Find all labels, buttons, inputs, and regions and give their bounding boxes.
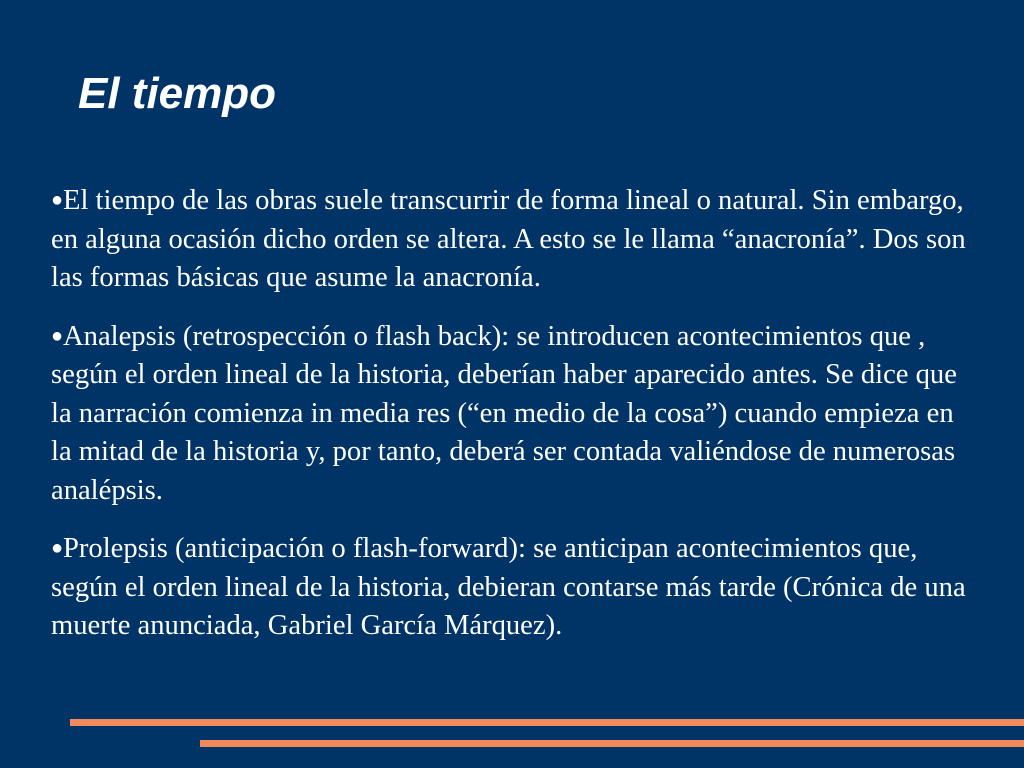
bullet-text: El tiempo de las obras suele transcurrir de forma lineal o natural. Sin embargo, en alguna ocasión dicho orden se altera. A esto se le llama “anacronía”. Dos son las formas básicas que asume la anacronía.: [51, 185, 966, 293]
slide-title: El tiempo: [78, 69, 277, 118]
bullet-icon: ●: [51, 189, 64, 211]
bullet-text: Analepsis (retrospección o flash back): se introducen acontecimientos que , según el orden lineal de la historia, deberían haber aparecido antes. Se dice que la narración comienza in media res (“en medio de la cosa”) cuando empieza en la mitad de la historia y, por tanto, deberá ser contada valiéndose de numerosas analépsis.: [51, 320, 957, 506]
decorative-stripe-bottom: [200, 740, 1024, 747]
bullet-item-anacronia: [51, 182, 981, 298]
decorative-stripe-top: [70, 719, 1024, 726]
bullet-list: [51, 182, 981, 666]
bullet-icon: ●: [51, 537, 64, 559]
bullet-icon: ●: [51, 324, 64, 347]
bullet-text: Prolepsis (anticipación o flash-forward): se anticipan acontecimientos que, según el orden lineal de la historia, debieran contarse más tarde (Crónica de una muerte anunciada, Gabriel García Márquez).: [51, 533, 966, 641]
bullet-item-analepsis: [51, 318, 981, 511]
bullet-item-prolepsis: [51, 530, 981, 646]
